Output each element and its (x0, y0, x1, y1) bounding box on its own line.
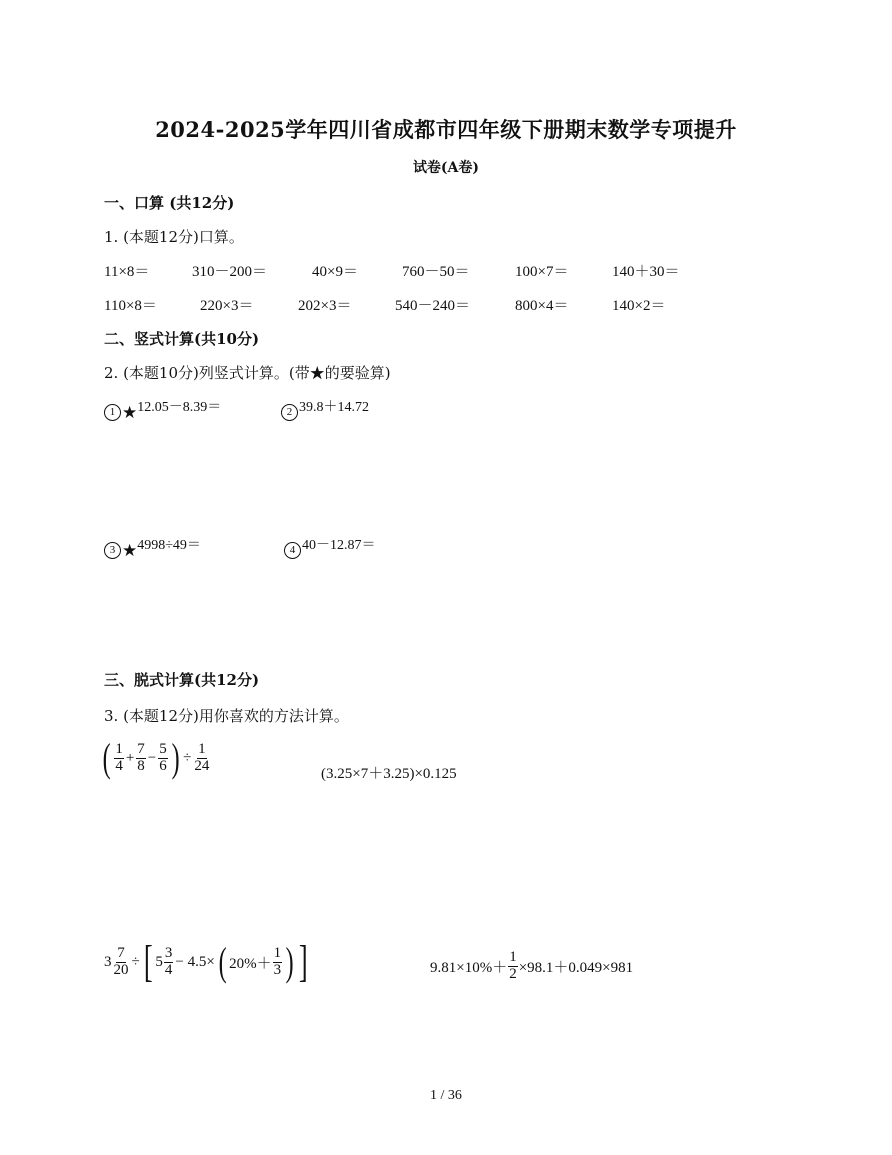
right-bracket: ] (299, 937, 309, 986)
stepwise-expression-3: 3 $\frac{7}{20}$ ÷ [ 5 $\frac{3}{4}$ − 4.5× ( 20%＋ $\frac{1}{3}$ ) ] (104, 937, 309, 986)
question-1: 1. (本题12分)口算。 (104, 228, 244, 246)
fraction: $\frac{7}{20}$ (113, 944, 129, 978)
star-icon: ★ (122, 402, 138, 422)
section-heading-vertical: 二、竖式计算(共10分) (104, 330, 260, 348)
oral-item: 540－240＝ (395, 298, 471, 314)
circled-number: 3 (104, 542, 121, 559)
oral-item: 110×8＝ (104, 298, 157, 314)
oral-item: 220×3＝ (200, 298, 254, 314)
circled-number: 2 (281, 404, 298, 421)
stepwise-expression-1: ( $\frac{1}{4}$ + $\frac{7}{8}$ − $\frac{5}{6}$ ) ÷ $\frac{1}{24}$ (102, 735, 210, 780)
vertical-problem-3 (104, 534, 201, 561)
page-title: 2024-2025学年四川省成都市四年级下册期末数学专项提升 (155, 117, 737, 142)
stepwise-expression-4: 9.81×10%＋ $\frac{1}{2}$ ×98.1＋0.049×981 (430, 949, 634, 982)
fraction: $\frac{7}{8}$ (137, 740, 145, 774)
fraction: $\frac{1}{4}$ (115, 740, 123, 774)
circled-number: 4 (284, 542, 301, 559)
oral-item: 800×4＝ (515, 298, 569, 314)
star-icon: ★ (122, 540, 138, 560)
right-paren: ) (285, 939, 294, 984)
fraction: $\frac{5}{6}$ (159, 740, 167, 774)
stepwise-expression-2: (3.25×7＋3.25)×0.125 (321, 766, 457, 782)
question-2: 2. (本题10分)列竖式计算。(带★的要验算) (104, 364, 391, 382)
oral-item: 140×2＝ (612, 298, 666, 314)
right-paren: ) (171, 735, 180, 780)
page-subtitle: 试卷(A卷) (412, 160, 480, 176)
vertical-problem-1 (104, 396, 221, 423)
problem-expression: 12.05－8.39＝ (137, 400, 222, 415)
oral-item: 140＋30＝ (612, 264, 680, 280)
left-bracket: [ (143, 937, 153, 986)
oral-item: 11×8＝ (104, 264, 150, 280)
oral-item: 202×3＝ (298, 298, 352, 314)
left-paren: ( (102, 735, 111, 780)
fraction: $\frac{1}{24}$ (194, 740, 210, 774)
vertical-problem-4 (284, 534, 376, 559)
fraction: $\frac{1}{3}$ (273, 944, 282, 978)
oral-item: 310－200＝ (192, 264, 268, 280)
circled-number: 1 (104, 404, 121, 421)
fraction: $\frac{1}{2}$ (509, 949, 517, 982)
section-heading-oral: 一、口算 (共12分) (104, 194, 235, 212)
vertical-problem-2 (281, 396, 369, 421)
problem-expression: 40－12.87＝ (302, 538, 376, 553)
page-number: 1 / 36 (430, 1088, 462, 1103)
section-heading-stepwise: 三、脱式计算(共12分) (104, 671, 260, 689)
problem-expression: 39.8＋14.72 (299, 400, 369, 415)
oral-item: 760－50＝ (402, 264, 470, 280)
fraction: $\frac{3}{4}$ (164, 944, 173, 978)
question-3: 3. (本题12分)用你喜欢的方法计算。 (104, 707, 349, 725)
problem-expression: 4998÷49＝ (137, 538, 201, 553)
left-paren: ( (218, 939, 227, 984)
oral-item: 40×9＝ (312, 264, 358, 280)
oral-item: 100×7＝ (515, 264, 569, 280)
